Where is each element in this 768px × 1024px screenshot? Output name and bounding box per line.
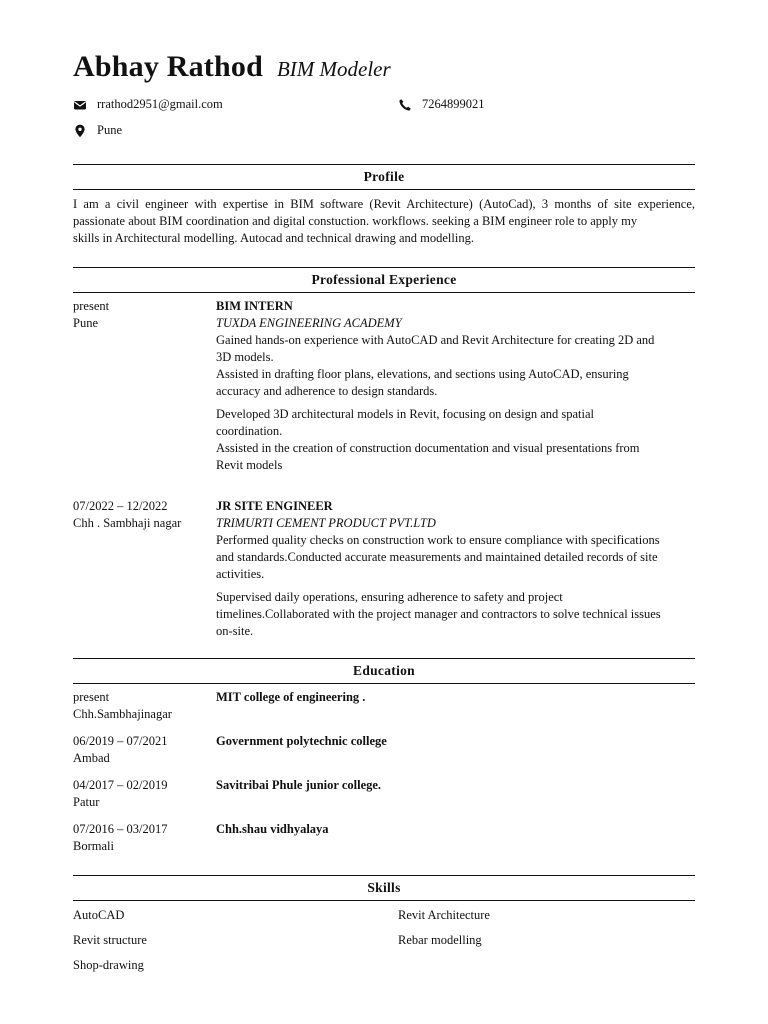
description-line: Assisted in the creation of construction documentation and visual presentations from (216, 441, 640, 455)
description-line: Supervised daily operations, ensuring adherence to safety and project (216, 590, 563, 604)
profile-summary (73, 196, 695, 247)
skill-item: Shop-drawing (73, 958, 144, 972)
profile-line: passionate about BIM coordination and digital constuction. workflows. seeking a BIM engineer role to apply my (73, 214, 638, 228)
entry-location: Pune (73, 316, 98, 330)
job-title: JR SITE ENGINEER (216, 499, 333, 513)
phone-icon (398, 98, 412, 112)
description-line: Developed 3D architectural models in Revit, focusing on design and spatial (216, 407, 595, 421)
description-line: Gained hands-on experience with AutoCAD and Revit Architecture for creating 2D and (216, 333, 655, 347)
description-line: on-site. (216, 624, 254, 638)
school-name: MIT college of engineering . (216, 690, 366, 704)
entry-location: Bormali (73, 839, 114, 853)
phone-contact[interactable] (398, 97, 485, 112)
job-description (216, 332, 695, 474)
entry-location: Chh . Sambhaji nagar (73, 516, 182, 530)
candidate-name: Abhay Rathod (73, 50, 263, 83)
entry-location: Ambad (73, 751, 110, 765)
description-line: activities. (216, 567, 265, 581)
description-line: 3D models. (216, 350, 274, 364)
company-name: TUXDA ENGINEERING ACADEMY (216, 316, 402, 330)
section-heading-experience: Professional Experience (73, 267, 695, 293)
profile-line: skills in Architectural modelling. Autocad and technical drawing and modelling. (73, 231, 474, 245)
section-heading-profile: Profile (73, 164, 695, 190)
map-pin-icon (73, 124, 87, 138)
entry-location: Patur (73, 795, 100, 809)
skill-item: Revit structure (73, 933, 147, 947)
entry-date: present (73, 299, 110, 313)
description-line: Performed quality checks on construction work to ensure compliance with specifications (216, 533, 660, 547)
company-name: TRIMURTI CEMENT PRODUCT PVT.LTD (216, 516, 436, 530)
candidate-role: BIM Modeler (276, 57, 391, 81)
description-line: accuracy and adherence to design standards. (216, 384, 438, 398)
job-description (216, 532, 695, 640)
skill-item: AutoCAD (73, 908, 125, 922)
skill-item: Revit Architecture (398, 908, 490, 922)
location-contact (73, 123, 122, 138)
school-name: Government polytechnic college (216, 734, 387, 748)
entry-date: 07/2016 – 03/2017 (73, 822, 168, 836)
profile-line: I am a civil engineer with expertise in BIM software (Revit Architecture) (AutoCad), 3 months of site experience, (73, 197, 695, 211)
entry-date: present (73, 690, 110, 704)
section-heading-skills: Skills (73, 875, 695, 901)
job-title: BIM INTERN (216, 299, 293, 313)
description-line: Revit models (216, 458, 283, 472)
section-heading-education: Education (73, 658, 695, 684)
description-line: timelines.Collaborated with the project manager and contractors to solve technical issues (216, 607, 661, 621)
entry-date: 04/2017 – 02/2019 (73, 778, 168, 792)
email-contact[interactable] (73, 97, 223, 112)
entry-date: 07/2022 – 12/2022 (73, 499, 168, 513)
description-line: and standards.Conducted accurate measurements and maintained detailed records of site (216, 550, 658, 564)
email-text: rrathod2951@gmail.com (97, 97, 223, 111)
skill-item: Rebar modelling (398, 933, 482, 947)
description-line: coordination. (216, 424, 283, 438)
school-name: Chh.shau vidhyalaya (216, 822, 329, 836)
header (73, 50, 391, 84)
envelope-icon (73, 98, 87, 112)
entry-location: Chh.Sambhajinagar (73, 707, 172, 721)
phone-text: 7264899021 (422, 97, 485, 111)
description-line: Assisted in drafting floor plans, elevations, and sections using AutoCAD, ensuring (216, 367, 629, 381)
school-name: Savitribai Phule junior college. (216, 778, 382, 792)
entry-date: 06/2019 – 07/2021 (73, 734, 168, 748)
location-text: Pune (97, 123, 122, 137)
